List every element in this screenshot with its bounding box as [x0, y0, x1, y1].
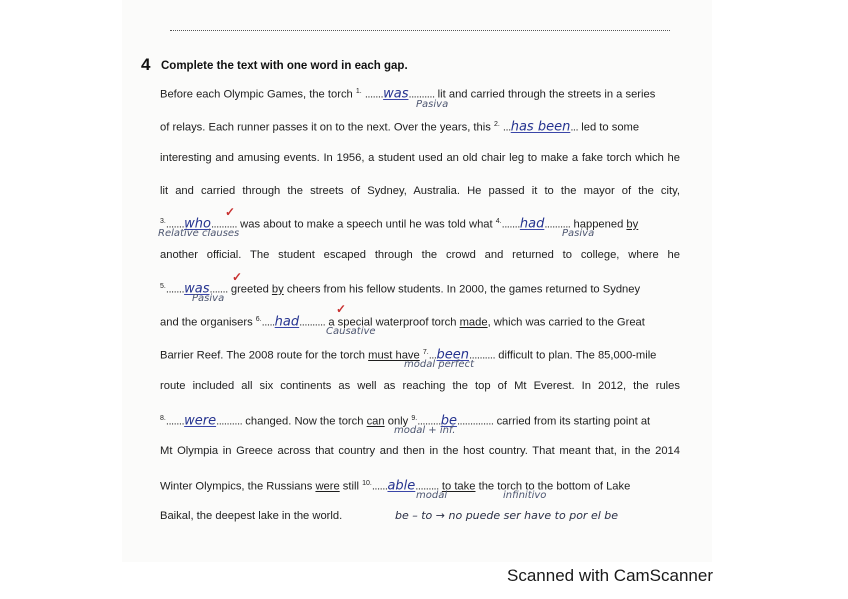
note-be-to: be – to → no puede ser have to por el be — [395, 509, 619, 522]
text-line-5: $^{3.}$.......who.......... was about to make a speech until he was told what $^{4.}$.......had.......... happened by — [160, 216, 639, 232]
top-dotted-rule — [170, 30, 670, 31]
gap-answer-4: had — [519, 216, 545, 232]
note-pasiva-1: Pasiva — [416, 99, 449, 110]
camscanner-watermark: Scanned with CamScanner — [507, 566, 714, 585]
note-modal: modal — [416, 490, 448, 501]
text-line-6: another official. The student escaped through the crowd and returned to college, where he — [160, 249, 680, 261]
text-line-10: route included all six continents as well as reaching the top of Mt Everest. In 2012, the rules — [160, 380, 680, 392]
check-mark-5: ✓ — [232, 270, 243, 284]
gap-answer-9: be — [440, 413, 457, 429]
gap-answer-8: were — [184, 413, 217, 429]
exercise-number: 4 — [141, 55, 151, 74]
note-causative: Causative — [326, 326, 376, 337]
text-line-4: lit and carried through the streets of Sydney, Australia. He passed it to the mayor of the city, — [160, 185, 680, 197]
note-pasiva-3: Pasiva — [192, 293, 225, 304]
note-pasiva-2: Pasiva — [562, 228, 595, 239]
text-line-9: Barrier Reef. The 2008 route for the torch must have $^{7.}$...been.......... difficult to plan. The 85,000-mile — [160, 347, 657, 363]
exercise-instruction: Complete the text with one word in each gap. — [161, 60, 408, 72]
text-line-1: Before each Olympic Games, the torch $^{1.}$ .......was.......... lit and carried through the streets in a series — [160, 86, 656, 102]
gap-answer-5: was — [184, 281, 210, 297]
text-line-3: interesting and amusing events. In 1956, a student used an old chair leg to make a fake torch which he — [160, 152, 680, 164]
text-line-7: $^{5.}$.......was....... greeted by cheers from his fellow students. In 2000, the games returned to Sydney — [160, 281, 641, 297]
gap-answer-6: had — [274, 314, 300, 330]
text-line-11: $^{8.}$.......were.......... changed. Now the torch can only $^{9.}$.........be.............. carried from its starting point at — [160, 413, 651, 429]
note-infinitivo: infinitivo — [503, 490, 547, 501]
text-line-14: Baikal, the deepest lake in the world. — [160, 510, 343, 522]
note-relative-clauses: Relative clauses — [158, 228, 240, 239]
text-line-13: Winter Olympics, the Russians were still $^{10.}$......able......... to take the torch to the bottom of Lake — [160, 478, 631, 494]
gap-answer-2: has been — [510, 119, 571, 135]
note-modal-perfect: modal perfect — [404, 359, 474, 370]
check-mark-6: ✓ — [336, 302, 347, 316]
note-modal-inf: modal + inf. — [394, 425, 456, 436]
gap-answer-7: been — [436, 347, 470, 363]
text-line-2: of relays. Each runner passes it on to the next. Over the years, this $^{2.}$ ...has been... led to some — [160, 119, 640, 135]
gap-answer-10: able — [387, 478, 416, 494]
gap-answer-1: was — [383, 86, 409, 102]
gap-answer-3: who — [184, 216, 211, 232]
text-line-8: and the organisers $^{6.}$.....had.......... a special waterproof torch made, which was carried to the Great — [160, 314, 645, 330]
check-mark-3: ✓ — [225, 205, 236, 219]
text-line-12: Mt Olympia in Greece across that country and then in the host country. That meant that, in the 2014 — [160, 445, 680, 457]
